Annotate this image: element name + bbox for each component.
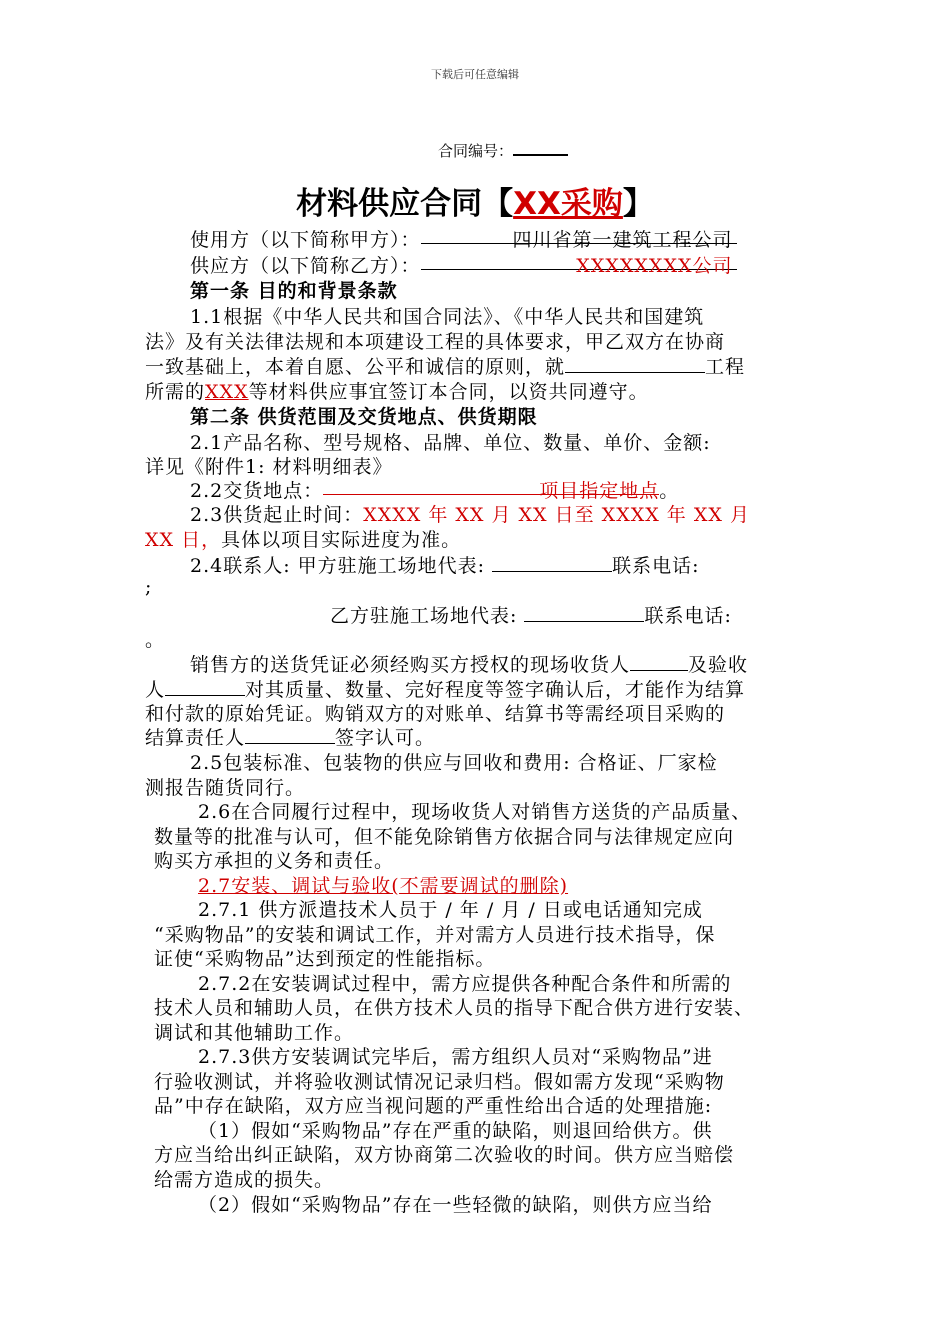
art1-line-4 — [145, 377, 649, 404]
s23-label: 2.3供货起止时间： — [190, 504, 364, 526]
art1-line-3a: 一致基础上，本着自愿、公平和诚信的原则，就 — [145, 356, 566, 378]
s23-line-2-text: 具体以项目实际进度为准。 — [221, 529, 462, 551]
title-highlight: XX采购 — [513, 186, 623, 222]
case-1-line-1: （1）假如“采购物品”存在严重的缺陷，则退回给供方。供 — [198, 1120, 713, 1142]
contract-number-blank — [513, 140, 568, 156]
case-2-line-1: （2）假如“采购物品”存在一些轻微的缺陷，则供方应当给 — [198, 1194, 713, 1216]
party-b-value-text: XXXXXXXX公司 — [576, 255, 733, 277]
s271-line-1: 2.7.1 供方派遣技术人员于 / 年 / 月 / 日或电话通知完成 — [198, 899, 703, 921]
s273-line-2: 行验收测试，并将验收测试情况记录归档。假如需方发现“采购物 — [154, 1071, 725, 1093]
supply-period: XXXX 年 XX 月 XX 日至 XXXX 年 XX 月 — [363, 504, 750, 526]
para-b — [145, 675, 745, 702]
s24-period: 。 — [145, 629, 166, 651]
delivery-location — [323, 476, 660, 502]
delivery-location-text: 项目指定地点 — [539, 480, 660, 502]
s24-semicolon: ; — [145, 576, 153, 598]
party-b-rep-label: 乙方驻施工场地代表: — [330, 605, 518, 627]
para-a-text: 销售方的送货凭证必须经购买方授权的现场收货人 — [190, 654, 631, 676]
document-title — [0, 178, 950, 223]
s24-line-1 — [190, 551, 700, 578]
s21-line-2: 详见《附件1: 材料明细表》 — [145, 456, 393, 478]
art1-line-4b: 等材料供应事宜签订本合同，以资共同遵守。 — [248, 381, 649, 403]
para-c: 和付款的原始凭证。购销双方的对账单、结算书等需经项目采购的 — [145, 703, 726, 725]
s22-label: 2.2交货地点： — [190, 480, 324, 502]
s273-line-1: 2.7.3供方安装调试完毕后，需方组织人员对“采购物品”进 — [198, 1046, 713, 1068]
s22-line — [190, 476, 679, 503]
party-a-rep-blank — [492, 553, 612, 572]
party-b-rep-blank — [524, 603, 644, 622]
party-a-label: 使用方（以下简称甲方）： — [190, 229, 421, 251]
party-a-value — [421, 225, 737, 251]
article-1-heading: 第一条 目的和背景条款 — [190, 280, 398, 302]
art1-line-4a: 所需的 — [145, 381, 206, 403]
s26-line-3: 购买方承担的义务和责任。 — [154, 850, 395, 872]
art1-line-3 — [145, 352, 745, 379]
party-b-line — [190, 251, 737, 278]
s27-heading: 2.7安装、调试与验收(不需要调试的删除) — [198, 875, 569, 897]
s21-line-1: 2.1产品名称、型号规格、品牌、单位、数量、单价、金额: — [190, 432, 711, 454]
s24-line-2 — [330, 601, 732, 628]
party-a-tel-label: 联系电话: — [612, 555, 700, 577]
para-b-text-2: 对其质量、数量、完好程度等签字确认后，才能作为结算 — [245, 679, 746, 701]
s26-line-2: 数量等的批准与认可，但不能免除销售方依据合同与法律规定应向 — [154, 826, 735, 848]
party-b-label: 供应方（以下简称乙方）： — [190, 255, 421, 277]
s25-line-1: 2.5包装标准、包装物的供应与回收和费用: 合格证、厂家检 — [190, 752, 718, 774]
s22-end: 。 — [659, 480, 680, 502]
party-b-tel-label: 联系电话: — [644, 605, 732, 627]
s23-line-1 — [190, 500, 750, 527]
para-d-text-2: 签字认可。 — [335, 727, 436, 749]
article-2-heading: 第二条 供货范围及交货地点、供货期限 — [190, 406, 538, 428]
s272-line-2: 技术人员和辅助人员，在供方技术人员的指导下配合供方进行安装、 — [154, 997, 755, 1019]
contract-number-label: 合同编号： — [438, 142, 514, 160]
header-note: 下载后可任意编辑 — [431, 68, 519, 81]
para-b-text-1: 人 — [145, 679, 166, 701]
party-b-value — [421, 251, 737, 277]
para-d — [145, 723, 435, 750]
s25-line-2: 测报告随货同行。 — [145, 777, 306, 799]
party-a-line — [190, 225, 737, 252]
project-name-blank — [565, 354, 705, 373]
case-1-line-2: 方应当给出纠正缺陷，双方协商第二次验收的时间。供方应当赔偿 — [154, 1144, 735, 1166]
title-prefix: 材料供应合同【 — [296, 186, 514, 222]
art1-line-1: 1.1根据《中华人民共和国合同法》、《中华人民共和国建筑 — [190, 306, 705, 328]
case-1-line-3: 给需方造成的损失。 — [154, 1169, 335, 1191]
s273-line-3: 品”中存在缺陷，双方应当视问题的严重性给出合适的处理措施: — [154, 1095, 713, 1117]
material-placeholder: XXX — [205, 381, 249, 403]
inspector-blank — [165, 677, 245, 696]
settlement-blank — [245, 725, 335, 744]
party-a-rep-label: 2.4联系人: 甲方驻施工场地代表: — [190, 555, 486, 577]
receiver-blank — [630, 652, 688, 671]
s272-line-3: 调试和其他辅助工作。 — [154, 1022, 355, 1044]
supply-period-end: XX 日， — [145, 529, 222, 551]
s272-line-1: 2.7.2在安装调试过程中，需方应提供各种配合条件和所需的 — [198, 973, 732, 995]
art1-line-3b: 工程 — [705, 356, 746, 378]
para-a — [190, 650, 748, 677]
s23-line-2 — [145, 525, 461, 552]
para-a-text-2: 及验收 — [688, 654, 749, 676]
party-a-value-text: 四川省第一建筑工程公司 — [512, 229, 733, 251]
contract-number — [438, 140, 568, 161]
s271-line-2: “采购物品”的安装和调试工作，并对需方人员进行技术指导，保 — [154, 924, 716, 946]
s26-line-1: 2.6在合同履行过程中，现场收货人对销售方送货的产品质量、 — [198, 801, 752, 823]
art1-line-2: 法》及有关法律法规和本项建设工程的具体要求，甲乙双方在协商 — [145, 331, 726, 353]
title-suffix: 】 — [622, 186, 654, 222]
s271-line-3: 证使“采购物品”达到预定的性能指标。 — [154, 948, 496, 970]
para-d-text-1: 结算责任人 — [145, 727, 246, 749]
